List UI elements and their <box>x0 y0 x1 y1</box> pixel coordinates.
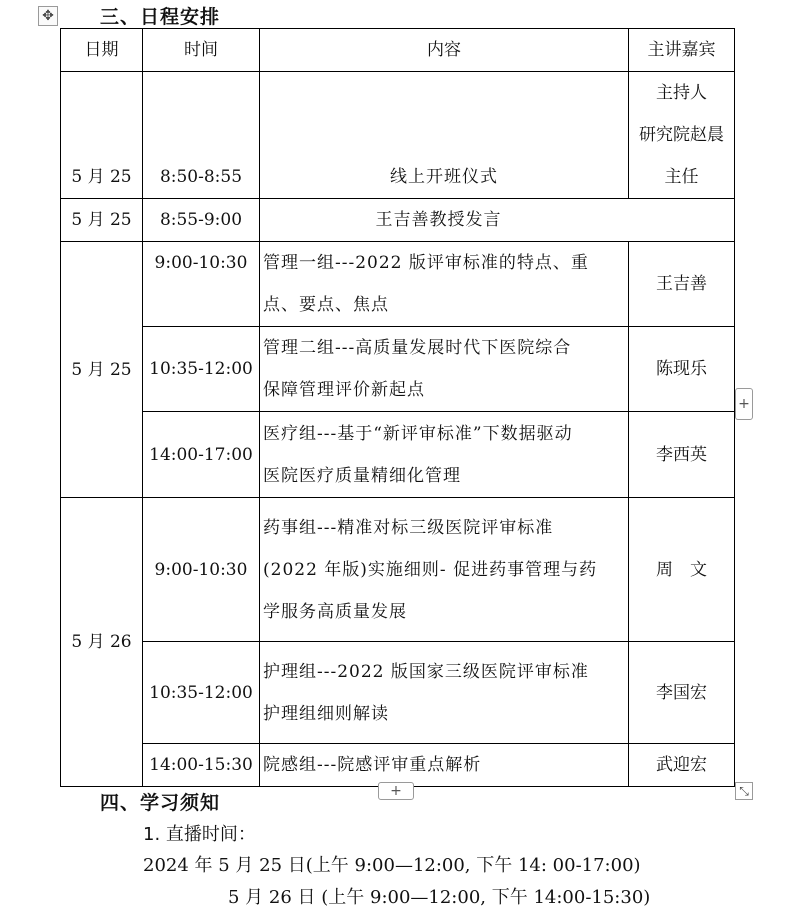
add-row-button[interactable]: + <box>378 782 414 800</box>
content-line: 药事组---精准对标三级医院评审标准 <box>263 517 554 538</box>
section-heading-schedule: 三、日程安排 <box>100 6 221 28</box>
table-move-handle[interactable]: ✥ <box>38 6 58 26</box>
time-cell: 8:50-8:55 <box>143 72 260 199</box>
speaker-cell: 周 文 <box>629 498 735 642</box>
speaker-cell: 李西英 <box>629 412 735 498</box>
speaker-line: 主任 <box>664 167 699 187</box>
content-cell: 线上开班仪式 <box>260 72 629 199</box>
notes-item-live-time: 1. 直播时间： <box>143 824 256 845</box>
notes-line-day2: 5 月 26 日 (上午 9:00—12:00, 下午 14:00-15:30) <box>228 887 651 908</box>
content-line: 保障管理评价新起点 <box>263 380 425 400</box>
time-cell: 10:35-12:00 <box>143 642 260 744</box>
content-cell <box>260 498 629 642</box>
add-column-button[interactable]: + <box>735 388 753 420</box>
header-date: 日期 <box>61 29 143 72</box>
content-line: 护理组细则解读 <box>263 703 389 724</box>
time-cell: 10:35-12:00 <box>143 327 260 412</box>
notes-line-day1: 2024 年 5 月 25 日(上午 9:00—12:00, 下午 14: 00-17:00) <box>143 855 641 876</box>
content-cell <box>260 642 629 744</box>
header-time: 时间 <box>143 29 260 72</box>
time-cell: 8:55-9:00 <box>143 199 260 242</box>
time-cell: 14:00-15:30 <box>143 744 260 787</box>
table-row <box>61 744 735 787</box>
speaker-cell <box>629 72 735 199</box>
content-cell: 王吉善教授发言 <box>260 199 735 242</box>
content-cell <box>260 412 629 498</box>
content-line: 管理二组---高质量发展时代下医院综合 <box>263 338 572 358</box>
table-resize-icon[interactable]: ⤡ <box>735 782 753 800</box>
table-row <box>61 199 735 242</box>
content-cell <box>260 242 629 327</box>
time-cell: 14:00-17:00 <box>143 412 260 498</box>
section-heading-study-notes: 四、学习须知 <box>100 792 221 814</box>
table-header-row <box>61 29 735 72</box>
table-row <box>61 72 735 199</box>
content-line: 医疗组---基于“新评审标准”下数据驱动 <box>263 423 573 444</box>
content-line: (2022 年版)实施细则- 促进药事管理与药 <box>263 559 598 580</box>
date-cell: 5 月 26 <box>61 498 143 787</box>
speaker-cell: 王吉善 <box>629 242 735 327</box>
time-cell: 9:00-10:30 <box>143 498 260 642</box>
speaker-line: 研究院赵晨 <box>639 125 724 145</box>
speaker-cell: 武迎宏 <box>629 744 735 787</box>
content-cell <box>260 327 629 412</box>
date-cell: 5 月 25 <box>61 242 143 498</box>
table-row <box>61 242 735 327</box>
content-line: 护理组---2022 版国家三级医院评审标准 <box>263 661 589 682</box>
header-speaker: 主讲嘉宾 <box>629 29 735 72</box>
table-row <box>61 642 735 744</box>
table-row <box>61 412 735 498</box>
content-line: 学服务高质量发展 <box>263 601 407 622</box>
table-row <box>61 498 735 642</box>
speaker-cell: 李国宏 <box>629 642 735 744</box>
content-cell: 院感组---院感评审重点解析 <box>260 744 629 787</box>
date-cell: 5 月 25 <box>61 199 143 242</box>
content-line: 医院医疗质量精细化管理 <box>263 465 461 486</box>
speaker-cell: 陈现乐 <box>629 327 735 412</box>
table-row <box>61 327 735 412</box>
speaker-line: 主持人 <box>656 83 707 103</box>
content-line: 管理一组---2022 版评审标准的特点、重 <box>263 253 589 273</box>
date-cell: 5 月 25 <box>61 72 143 199</box>
header-content: 内容 <box>260 29 629 72</box>
time-cell: 9:00-10:30 <box>143 242 260 327</box>
content-line: 点、要点、焦点 <box>263 295 389 315</box>
schedule-table <box>60 28 735 787</box>
